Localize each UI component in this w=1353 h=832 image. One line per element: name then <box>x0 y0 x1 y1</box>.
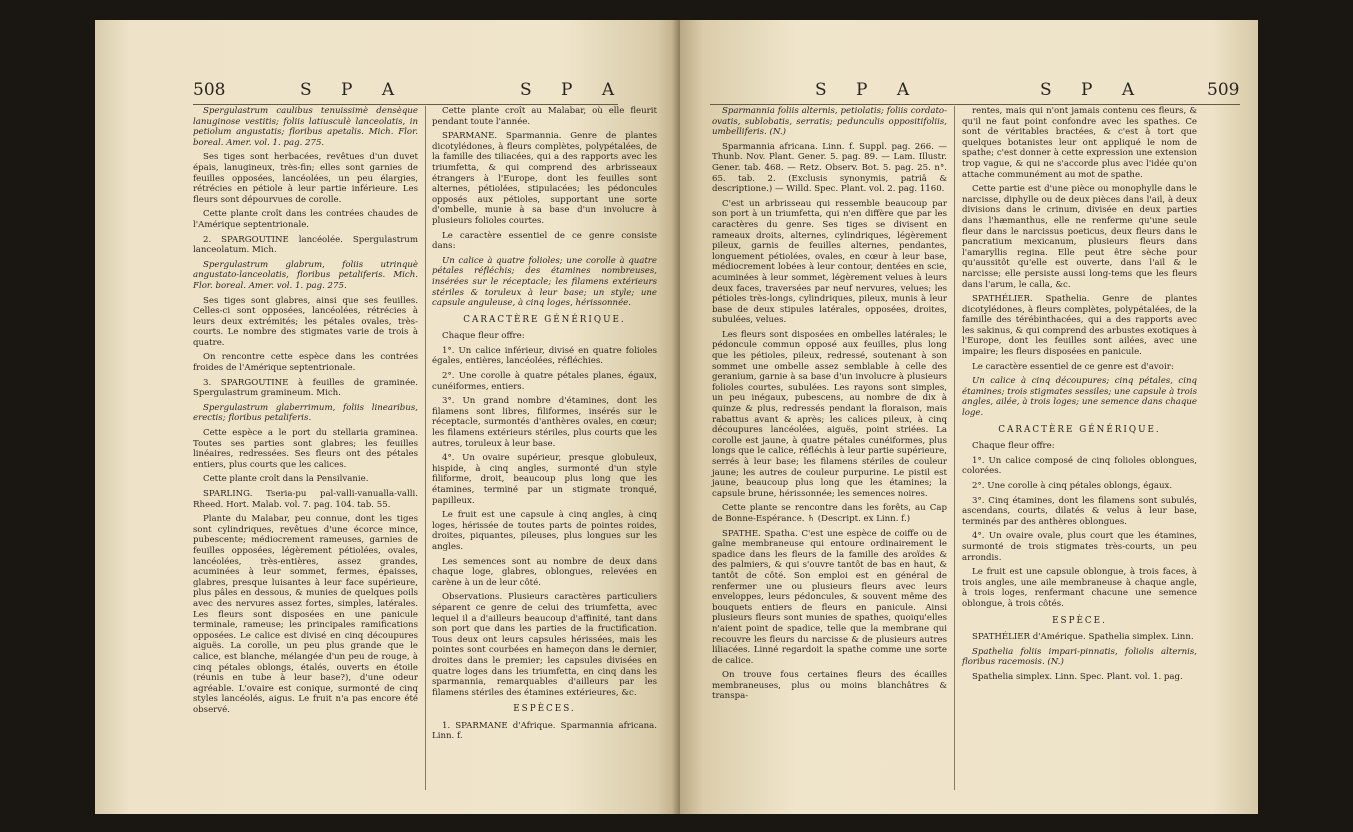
paragraph: Le fruit est une capsule à cinq angles, à cinq loges, hérissée de toutes parts de pointes roides, droites, piquantes, pileuses, plus longues sur les angles. <box>432 510 657 552</box>
left-page <box>95 20 680 814</box>
right-page <box>680 20 1258 814</box>
paragraph: SPATHÉLIER. Spathelia. Genre de plantes dicotylédones, à fleurs complètes, polypétalées, de la famille des térébinthacées, qui a des rapports avec les sakinus, & qui comprend des arbustes exotiques à l'Europe, dont les feuilles sont ailées, avec une impaire; les fleurs disposées en panicule. <box>962 294 1197 358</box>
section-heading: ESPÈCE. <box>1052 615 1107 626</box>
running-head: S P A <box>520 80 627 100</box>
paragraph: On rencontre cette espèce dans les contrées froides de l'Amérique septentrionale. <box>193 352 418 374</box>
page-number: 509 <box>1207 80 1240 100</box>
paragraph: 1. SPARMANE d'Afrique. Sparmannia africana. Linn. f. <box>432 720 657 742</box>
text-column <box>193 106 418 719</box>
paragraph: 3°. Un grand nombre d'étamines, dont les filamens sont libres, filiformes, insérés sur le réceptacle, surmontés d'anthères ovales, en cœur; les filamens extérieurs stériles, plus courts que les autres, toruleux à leur base. <box>432 396 657 449</box>
header-rule <box>193 104 618 105</box>
header-rule <box>710 104 1240 105</box>
paragraph: On trouve fous certaines fleurs des écailles membraneuses, plus ou moins blanchâtres & transpa- <box>712 670 947 702</box>
paragraph: Spergulastrum glaberrimum, foliis linearibus, erectis; floribus petaliferis. <box>193 402 418 424</box>
paragraph: Cette espèce a le port du stellaria graminea. Toutes ses parties sont glabres; les feuilles linéaires, redressées. Ses fleurs ont des pétales entiers, plus courts que les calices. <box>193 428 418 470</box>
paragraph: Un calice à quatre folioles; une corolle à quatre pétales réfléchis; des étamines nombreuses, insérées sur le réceptacle; les filamens extérieurs stériles & toruleux à leur base; un style; une capsule anguleuse, à cinq loges, hérissonnée. <box>432 255 657 309</box>
paragraph: SPARMANE. Sparmannia. Genre de plantes dicotylédones, à fleurs complètes, polypétalées, de la famille des tiliacées, qui a des rapports avec les triumfetta, & qui comprend des arbrisseaux étrangers à l'Europe, dont les feuilles sont alternes, pétiolées, stipulacées; les pédoncules opposés aux pétioles, supportant une sorte d'ombelle, munie à sa base d'un involucre à plusieurs folioles courtes. <box>432 131 657 226</box>
paragraph: Un calice à cinq découpures; cinq pétales, cinq étamines; trois stigmates sessiles; une capsule à trois angles, ailée, à trois loges; une semence dans chaque loge. <box>962 376 1197 419</box>
paragraph: Plante du Malabar, peu connue, dont les tiges sont cylindriques, revêtues d'une écorce mince, pubescente; médiocrement rameuses, garnies de feuilles opposées, légèrement pétiolées, ovales, lancéolées, très-entières, assez grandes, acuminées à leur sommet, fermes, épaisses, glabres, presque luisantes à leur face supérieure, plus pâles en dessous, & munies de quelques poils avec des nervures assez fortes, simples, latérales. Les fleurs sont disposées en une panicule terminale, rameuse; les principales ramifications opposées. Le calice est divisé en cinq découpures aiguës. La corolle, un peu plus grande que le calice, est blanche, mélangée d'un peu de rouge, à cinq pétales oblongs, étalés, ouverts en étoile (réunis en tube à leur base?), d'une odeur agréable. L'ovaire est conique, surmonté de cinq styles lancéolés, aigus. Le fruit n'a pas encore été observé. <box>193 514 418 715</box>
paragraph: Cette plante croît dans la Pensilvanie. <box>203 474 369 485</box>
paragraph: Observations. Plusieurs caractères particuliers séparent ce genre de celui des triumfetta, avec lequel il a d'ailleurs beaucoup d'affinité, tant dans son port que dans les parties de la fructification. Tous deux ont leurs capsules hérissées, mais les pointes sont courbées en hameçon dans le dernier, droites dans le premier; les capsules divisées en quatre loges dans les triumfetta, en cinq dans les sparmannia, remarquables d'ailleurs par les filamens stériles des étamines extérieures, &c. <box>432 592 657 698</box>
paragraph: 1°. Un calice composé de cinq folioles oblongues, colorées. <box>962 455 1197 477</box>
running-head: S P A <box>815 80 922 100</box>
paragraph: 2. SPARGOUTINE lancéolée. Spergulastrum lanceolatum. Mich. <box>193 234 418 256</box>
page-number: 508 <box>193 80 226 100</box>
paragraph: 2°. Une corolle à cinq pétales oblongs, égaux. <box>972 481 1173 491</box>
paragraph: Ses tiges sont glabres, ainsi que ses feuilles. Celles-ci sont opposées, lancéolées, rétrécies à leurs deux extrémités; les pétales ovales, très-courts. Le nombre des stigmates varie de trois à quatre. <box>193 295 418 348</box>
text-column <box>432 106 657 746</box>
paragraph: Cette plante se rencontre dans les forêts, au Cap de Bonne-Espérance. ♄ (Descript. ex Linn. f.) <box>712 503 947 524</box>
paragraph: Cette partie est d'une pièce ou monophylle dans le narcisse, diphylle ou de deux pièces dans l'ail, à deux divisions dans le crinum, divisée en deux parties dans l'hæmanthus, elle ne renferme qu'une seule fleur dans le narcissus poeticus, deux fleurs dans le pancratium mexicanum, plusieurs fleurs dans l'amaryllis regina. Elle peut être sèche pour qu'aussitôt qu'elle est ouverte, dans l'ail & le narcisse; elle persiste aussi long-tems que les fleurs dans l'arum, le calla, &c. <box>962 184 1197 290</box>
paragraph: SPATHE. Spatha. C'est une espèce de coiffe ou de gaîne membraneuse qui entoure ordinairement le spadice dans les fleurs de la famille des aroïdes & des palmiers, & qui s'ouvre tantôt de bas en haut, & tantôt de côté. Son emploi est en général de renfermer une ou plusieurs fleurs avec leurs enveloppes, leurs pédoncules, & souvent même des bouquets entiers de fleurs en panicule. Ainsi plusieurs fleurs sont munies de spathes, quoiqu'elles n'aient point de spadice, telle que la membrane qui recouvre les fleurs du narcisse & de plusieurs autres liliacées. Linné regardoit la spathe comme une sorte de calice. <box>712 528 947 666</box>
paragraph: Chaque fleur offre: <box>442 331 525 342</box>
paragraph: SPATHÉLIER d'Amérique. Spathelia simplex. Linn. <box>972 632 1194 643</box>
paragraph: Le caractère essentiel de ce genre est d'avoir: <box>972 361 1174 372</box>
paragraph: 4°. Un ovaire ovale, plus court que les étamines, surmonté de trois stigmates très-courts, un peu arrondis. <box>962 531 1197 563</box>
text-column <box>962 106 1197 687</box>
paragraph: 3°. Cinq étamines, dont les filamens sont subulés, ascendans, courts, dilatés & velus à leur base, terminés par des anthères oblongues. <box>962 495 1197 527</box>
paragraph: Sparmannia foliis alternis, petiolatis; foliis cordato-ovatis, sublobatis, serratis; pedunculis oppositifoliis, umbelliferis. (N.) <box>712 106 947 138</box>
running-head: S P A <box>300 80 407 100</box>
paragraph: Chaque fleur offre: <box>972 441 1055 452</box>
paragraph: Spathelia simplex. Linn. Spec. Plant. vol. 1. pag. <box>972 671 1183 682</box>
text-column <box>712 106 947 706</box>
paragraph: Cette plante croît dans les contrées chaudes de l'Amérique septentrionale. <box>193 209 418 230</box>
paragraph: Spergulastrum glabrum, foliis utrinquè angustato-lanceolatis, floribus petaliferis. Mich. Flor. boreal. Amer. vol. 1. pag. 275. <box>193 259 418 291</box>
paragraph: Les fleurs sont disposées en ombelles latérales; le pédoncule commun opposé aux feuilles, plus long que les pétioles, pileux, redressé, soutenant à son sommet une ombelle assez semblable à celle des geranium, garnie à sa base d'un involucre à plusieurs folioles courtes, subulées. Les rayons sont simples, un peu inégaux, pubescens, au nombre de dix à quinze & plus, redressés pendant la floraison, mais rabattus avant & après; les calices pileux, à cinq découpures lancéolées, aiguës, point striées. La corolle est jaune, à quatre pétales cunéiformes, plus longs que le calice, réfléchis à leur partie supérieure, serrés à leur base; les filamens stériles de couleur jaune; les autres de couleur purpurine. Le pistil est jaune, beaucoup plus long que les étamines; la capsule brune, hérissonnée; les semences noires. <box>712 329 947 499</box>
paragraph: Spergulastrum caulibus tenuissimè densèque lanuginose vestitis; foliis latiusculè lanceolatis, in petiolum angustatis; floribus apetalis. Mich. Flor. boreal. Amer. vol. 1. pag. 275. <box>193 106 418 148</box>
paragraph: Les semences sont au nombre de deux dans chaque loge, glabres, oblongues, relevées en carène à un de leur côté. <box>432 556 657 588</box>
paragraph: 3. SPARGOUTINE à feuilles de graminée. Spergulastrum gramineum. Mich. <box>193 377 418 399</box>
paragraph: 1°. Un calice inférieur, divisé en quatre folioles égales, entières, lancéolées, réfléchies. <box>432 345 657 367</box>
paragraph: Spathelia foliis impari-pinnatis, foliolis alternis, floribus racemosis. (N.) <box>962 646 1197 668</box>
section-heading: ESPÈCES. <box>513 704 576 715</box>
paragraph: Cette plante croît au Malabar, où elle fleurit pendant toute l'année. <box>432 106 657 127</box>
column-rule <box>425 106 426 790</box>
paragraph: SPARLING. Tseria-pu pal-valli-vanualla-valli. Rheed. Hort. Malab. vol. 7. pag. 104. tab. 55. <box>193 489 418 510</box>
paragraph: 2°. Une corolle à quatre pétales planes, égaux, cunéiformes, entiers. <box>432 371 657 392</box>
paragraph: rentes, mais qui n'ont jamais contenu ces fleurs, & qu'il ne faut point confondre avec les spathes. Ce sont de véritables bractées, & c'est à tort que quelques botanistes leur ont appliqué le nom de spathe; c'est donner à cette expression une extension trop vague, & qui ne s'accorde plus avec l'idée qu'on attache communément au mot de spathe. <box>962 106 1197 180</box>
paragraph: C'est un arbrisseau qui ressemble beaucoup par son port à un triumfetta, qui n'en diffère que par les caractères du genre. Ses tiges se divisent en rameaux droits, alternes, cylindriques, légèrement pileux, garnis de feuilles alternes, pendantes, longuement pétiolées, ovales, en cœur à leur base, médiocrement lobées à leur contour, dentées en scie, acuminées à leur sommet, légèrement velues à leurs deux faces, traversées par neuf nervures, velues; les pétioles très-longs, cylindriques, pileux, munis à leur base de deux stipules latérales, opposées, droites, subulées, velues. <box>712 198 947 326</box>
column-rule <box>954 106 955 790</box>
running-head: S P A <box>1040 80 1147 100</box>
section-heading: CARACTÈRE GÉNÉRIQUE. <box>463 314 626 325</box>
paragraph: Le caractère essentiel de ce genre consiste dans: <box>432 230 657 252</box>
paragraph: Ses tiges sont herbacées, revêtues d'un duvet épais, lanugineux, très-fin; elles sont garnies de feuilles opposées, lancéolées, un peu élargies, rétrécies en pétiole à leur partie inférieure. Les fleurs sont dépourvues de corolle. <box>193 152 418 205</box>
section-heading: CARACTÈRE GÉNÉRIQUE. <box>998 424 1161 435</box>
paragraph: 4°. Un ovaire supérieur, presque globuleux, hispide, à cinq angles, surmonté d'un style filiforme, droit, beaucoup plus long que les étamines, terminé par un stigmate tronqué, papilleux. <box>432 453 657 506</box>
paragraph: Le fruit est une capsule oblongue, à trois faces, à trois angles, une aile membraneuse à chaque angle, à trois loges, renfermant chacune une semence oblongue, à trois côtés. <box>962 567 1197 609</box>
paragraph: Sparmannia africana. Linn. f. Suppl. pag. 266. — Thunb. Nov. Plant. Gener. 5. pag. 89. — Lam. Illustr. Gener. tab. 468. — Retz. Observ. Bot. 5. pag. 25. n°. 65. tab. 2. (Exclusis synonymis, patriâ & descriptione.) — Willd. Spec. Plant. vol. 2. pag. 1160. <box>712 141 947 195</box>
